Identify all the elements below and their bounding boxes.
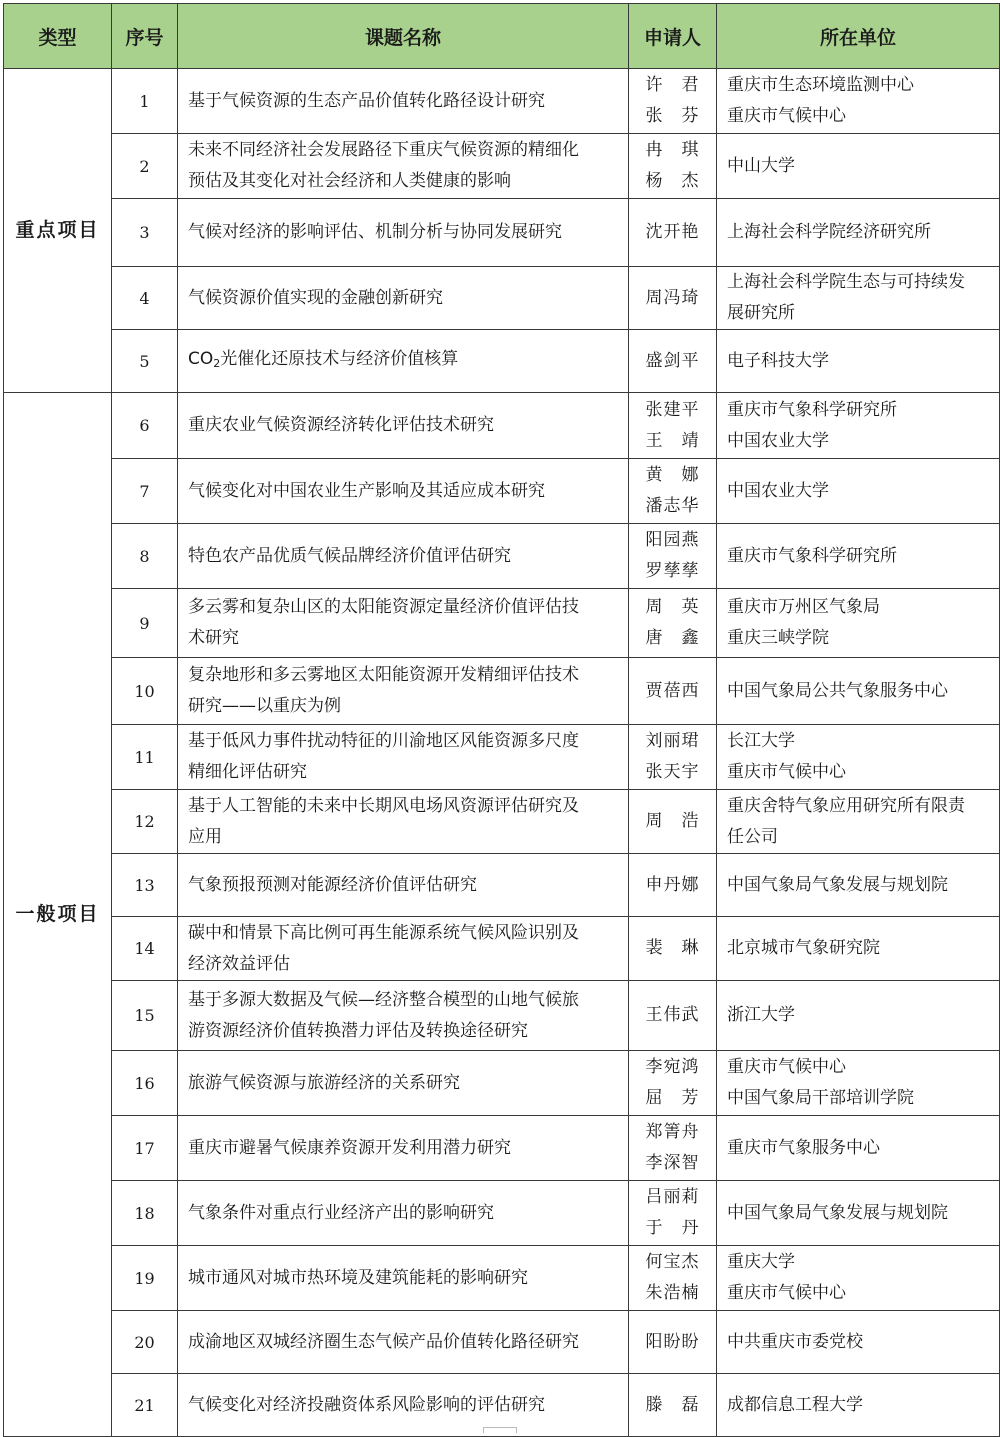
project-title	[178, 267, 629, 330]
project-title	[178, 917, 629, 981]
title-line: 复杂地形和多云雾地区太阳能资源开发精细评估技术	[188, 665, 579, 685]
title-line: 气候资源价值实现的金融创新研究	[188, 287, 443, 308]
applicant-name: 申丹娜	[645, 874, 700, 895]
organization-name: 重庆市万州区气象局	[727, 597, 880, 617]
organization-name: 中国农业大学	[727, 430, 829, 451]
row-number: 18	[112, 1181, 178, 1246]
row-number: 10	[112, 658, 178, 725]
row-number: 20	[112, 1311, 178, 1374]
applicant-cell	[629, 1246, 717, 1311]
applicant-name: 朱浩楠	[645, 1283, 700, 1303]
organization-cell	[717, 917, 1000, 981]
table-row	[4, 790, 1000, 854]
title-line: 气候变化对中国农业生产影响及其适应成本研究	[188, 480, 545, 501]
organization-cell	[717, 1311, 1000, 1374]
applicant-name: 王伟武	[645, 1005, 700, 1025]
table-body	[4, 69, 1000, 1437]
organization-cell	[717, 393, 1000, 459]
organization-name: 重庆市气象科学研究所	[727, 545, 897, 566]
organization-name: 中共重庆市委党校	[727, 1331, 863, 1352]
organization-name: 重庆市气候中心	[727, 762, 846, 782]
organization-name: 中国气象局气象发展与规划院	[727, 1202, 948, 1223]
row-number: 5	[112, 330, 178, 393]
table-row	[4, 199, 1000, 267]
title-line: 气候对经济的影响评估、机制分析与协同发展研究	[188, 222, 562, 242]
project-type-cell: 重点项目	[4, 69, 112, 393]
organization-name: 重庆市气候中心	[727, 1283, 846, 1303]
organization-name: 重庆市气候中心	[727, 106, 846, 126]
organization-cell	[717, 267, 1000, 330]
title-line: 重庆农业气候资源经济转化评估技术研究	[188, 415, 494, 435]
title-line: 术研究	[188, 628, 239, 648]
applicant-name: 滕 磊	[645, 1394, 700, 1415]
header-organization: 所在单位	[717, 4, 1000, 69]
organization-cell	[717, 459, 1000, 524]
title-line: 旅游气候资源与旅游经济的关系研究	[188, 1072, 460, 1093]
table-row	[4, 267, 1000, 330]
applicant-name: 张天宇	[645, 762, 700, 782]
applicant-name: 阳园燕	[645, 530, 700, 550]
organization-cell	[717, 330, 1000, 393]
organization-cell	[717, 981, 1000, 1051]
row-number: 7	[112, 459, 178, 524]
applicant-cell	[629, 524, 717, 589]
row-number: 11	[112, 725, 178, 790]
applicant-name: 刘丽珺	[645, 731, 700, 751]
organization-name: 重庆市气象服务中心	[727, 1137, 880, 1158]
row-number: 2	[112, 134, 178, 199]
applicant-cell	[629, 199, 717, 267]
applicant-cell	[629, 917, 717, 981]
title-line: 城市通风对城市热环境及建筑能耗的影响研究	[188, 1267, 528, 1288]
header-number: 序号	[112, 4, 178, 69]
header-title: 课题名称	[178, 4, 629, 69]
applicant-name: 杨 杰	[645, 171, 700, 191]
applicant-name: 李宛鸿	[645, 1057, 700, 1077]
title-line: 气象预报预测对能源经济价值评估研究	[188, 874, 477, 895]
organization-name: 北京城市气象研究院	[727, 938, 880, 958]
organization-name: 上海社会科学院经济研究所	[727, 222, 931, 242]
project-title	[178, 393, 629, 459]
organization-cell	[717, 790, 1000, 854]
title-line: 重庆市避暑气候康养资源开发利用潜力研究	[188, 1137, 511, 1158]
title-line: 游资源经济价值转换潜力评估及转换途径研究	[188, 1020, 528, 1041]
row-number: 15	[112, 981, 178, 1051]
applicant-name: 黄 娜	[645, 465, 700, 485]
organization-name: 重庆三峡学院	[727, 628, 829, 648]
applicant-name: 唐 鑫	[645, 628, 700, 648]
organization-cell	[717, 854, 1000, 917]
header-row	[4, 4, 1000, 69]
organization-name: 长江大学	[727, 731, 795, 751]
table-row	[4, 524, 1000, 589]
table-row	[4, 1051, 1000, 1116]
organization-cell	[717, 1181, 1000, 1246]
applicant-name: 许 君	[645, 75, 700, 95]
header-type: 类型	[4, 4, 112, 69]
applicant-name: 李深智	[645, 1153, 700, 1173]
applicant-name: 冉 琪	[645, 140, 700, 160]
table-row	[4, 725, 1000, 790]
applicant-name: 周冯琦	[645, 287, 700, 308]
table-row	[4, 393, 1000, 459]
applicant-name: 吕丽莉	[645, 1187, 700, 1207]
applicant-cell	[629, 1181, 717, 1246]
title-line: 多云雾和复杂山区的太阳能资源定量经济价值评估技	[188, 597, 579, 617]
organization-name: 成都信息工程大学	[727, 1394, 863, 1415]
organization-name: 电子科技大学	[727, 350, 829, 371]
page-edge-mark	[483, 1427, 517, 1433]
table-row	[4, 134, 1000, 199]
organization-name: 中国气象局气象发展与规划院	[727, 874, 948, 895]
row-number: 13	[112, 854, 178, 917]
applicant-name: 罗孳孳	[645, 561, 700, 581]
applicant-name: 于 丹	[645, 1218, 700, 1238]
organization-name: 重庆大学	[727, 1252, 795, 1272]
organization-name: 上海社会科学院生态与可持续发	[727, 272, 965, 292]
project-title	[178, 524, 629, 589]
project-title	[178, 1181, 629, 1246]
organization-name: 中国气象局干部培训学院	[727, 1088, 914, 1108]
subscript: 2	[213, 356, 221, 370]
organization-cell	[717, 1374, 1000, 1437]
title-line: 气象条件对重点行业经济产出的影响研究	[188, 1202, 494, 1223]
organization-name: 中山大学	[727, 155, 795, 176]
title-line: 未来不同经济社会发展路径下重庆气候资源的精细化	[188, 140, 579, 160]
project-title	[178, 854, 629, 917]
applicant-cell	[629, 393, 717, 459]
title-line: 精细化评估研究	[188, 762, 307, 782]
applicant-cell	[629, 854, 717, 917]
organization-cell	[717, 589, 1000, 658]
row-number: 6	[112, 393, 178, 459]
title-line: 基于人工智能的未来中长期风电场风资源评估研究及	[188, 795, 579, 816]
project-title	[178, 589, 629, 658]
applicant-cell	[629, 69, 717, 134]
row-number: 8	[112, 524, 178, 589]
organization-name: 重庆市气候中心	[727, 1057, 846, 1077]
project-title	[178, 330, 629, 393]
row-number: 16	[112, 1051, 178, 1116]
table-row	[4, 981, 1000, 1051]
project-title	[178, 1374, 629, 1437]
table-row	[4, 917, 1000, 981]
applicant-name: 郑箐舟	[645, 1122, 700, 1142]
applicant-cell	[629, 725, 717, 790]
project-title	[178, 1311, 629, 1374]
table-row	[4, 589, 1000, 658]
project-title	[178, 658, 629, 725]
project-title	[178, 134, 629, 199]
organization-name: 中国农业大学	[727, 480, 829, 501]
row-number: 9	[112, 589, 178, 658]
row-number: 4	[112, 267, 178, 330]
organization-name: 展研究所	[727, 303, 795, 323]
title-line: 预估及其变化对社会经济和人类健康的影响	[188, 171, 511, 191]
project-type-cell: 一般项目	[4, 393, 112, 1437]
applicant-name: 裴 琳	[645, 938, 700, 958]
title-line: 气候变化对经济投融资体系风险影响的评估研究	[188, 1394, 545, 1415]
applicant-cell	[629, 1116, 717, 1181]
applicant-cell	[629, 459, 717, 524]
row-number: 3	[112, 199, 178, 267]
table-row	[4, 1116, 1000, 1181]
applicant-name: 贾蓓西	[645, 680, 700, 701]
applicant-cell	[629, 1311, 717, 1374]
project-title	[178, 981, 629, 1051]
applicant-cell	[629, 1051, 717, 1116]
organization-name: 浙江大学	[727, 1005, 795, 1025]
project-title	[178, 199, 629, 267]
project-title	[178, 790, 629, 854]
title-line: 成渝地区双城经济圈生态气候产品价值转化路径研究	[188, 1331, 579, 1352]
project-title	[178, 69, 629, 134]
organization-cell	[717, 69, 1000, 134]
table-row	[4, 1246, 1000, 1311]
applicant-name: 沈开艳	[645, 222, 700, 242]
organization-cell	[717, 725, 1000, 790]
applicant-cell	[629, 790, 717, 854]
title-line: 基于多源大数据及气候—经济整合模型的山地气候旅	[188, 989, 579, 1010]
organization-name: 任公司	[727, 826, 778, 847]
applicant-name: 周 浩	[645, 811, 700, 831]
row-number: 14	[112, 917, 178, 981]
row-number: 17	[112, 1116, 178, 1181]
row-number: 12	[112, 790, 178, 854]
applicant-name: 屈 芳	[645, 1088, 700, 1108]
applicant-cell	[629, 589, 717, 658]
organization-name: 重庆市生态环境监测中心	[727, 75, 914, 95]
organization-name: 重庆市气象科学研究所	[727, 399, 897, 420]
table-row	[4, 459, 1000, 524]
applicant-name: 阳盼盼	[645, 1331, 700, 1352]
applicant-name: 周 英	[645, 597, 700, 617]
organization-name: 中国气象局公共气象服务中心	[727, 680, 948, 701]
row-number: 1	[112, 69, 178, 134]
organization-name: 重庆舍特气象应用研究所有限责	[727, 795, 965, 816]
table-row	[4, 658, 1000, 725]
title-line: 特色农产品优质气候品牌经济价值评估研究	[188, 545, 511, 566]
title-line	[188, 344, 620, 379]
table-row	[4, 330, 1000, 393]
project-table	[3, 3, 1000, 1437]
applicant-cell	[629, 981, 717, 1051]
title-line: 基于气候资源的生态产品价值转化路径设计研究	[188, 90, 545, 111]
title-line: 应用	[188, 826, 222, 847]
title-line: 基于低风力事件扰动特征的川渝地区风能资源多尺度	[188, 731, 579, 751]
organization-cell	[717, 658, 1000, 725]
project-title	[178, 459, 629, 524]
organization-cell	[717, 1051, 1000, 1116]
title-part: 光催化还原技术与经济价值核算	[220, 348, 459, 369]
applicant-cell	[629, 134, 717, 199]
project-title	[178, 1051, 629, 1116]
organization-cell	[717, 1116, 1000, 1181]
applicant-name: 张 芬	[645, 106, 700, 126]
organization-cell	[717, 199, 1000, 267]
title-line: 碳中和情景下高比例可再生能源系统气候风险识别及	[188, 922, 579, 943]
applicant-cell	[629, 658, 717, 725]
header-applicant: 申请人	[629, 4, 717, 69]
title-part: CO	[188, 348, 214, 369]
project-title	[178, 1116, 629, 1181]
table-row	[4, 854, 1000, 917]
project-title	[178, 1246, 629, 1311]
applicant-cell	[629, 1374, 717, 1437]
applicant-cell	[629, 267, 717, 330]
applicant-name: 王 靖	[645, 430, 700, 451]
organization-cell	[717, 1246, 1000, 1311]
organization-cell	[717, 134, 1000, 199]
applicant-name: 何宝杰	[645, 1252, 700, 1272]
table-row	[4, 69, 1000, 134]
applicant-name: 潘志华	[645, 496, 700, 516]
applicant-cell	[629, 330, 717, 393]
applicant-name: 张建平	[645, 399, 700, 420]
row-number: 19	[112, 1246, 178, 1311]
row-number: 21	[112, 1374, 178, 1437]
table-row	[4, 1181, 1000, 1246]
applicant-name: 盛剑平	[645, 350, 700, 371]
project-title	[178, 725, 629, 790]
organization-cell	[717, 524, 1000, 589]
table-row	[4, 1311, 1000, 1374]
title-line: 经济效益评估	[188, 953, 290, 974]
title-line: 研究——以重庆为例	[188, 696, 341, 716]
